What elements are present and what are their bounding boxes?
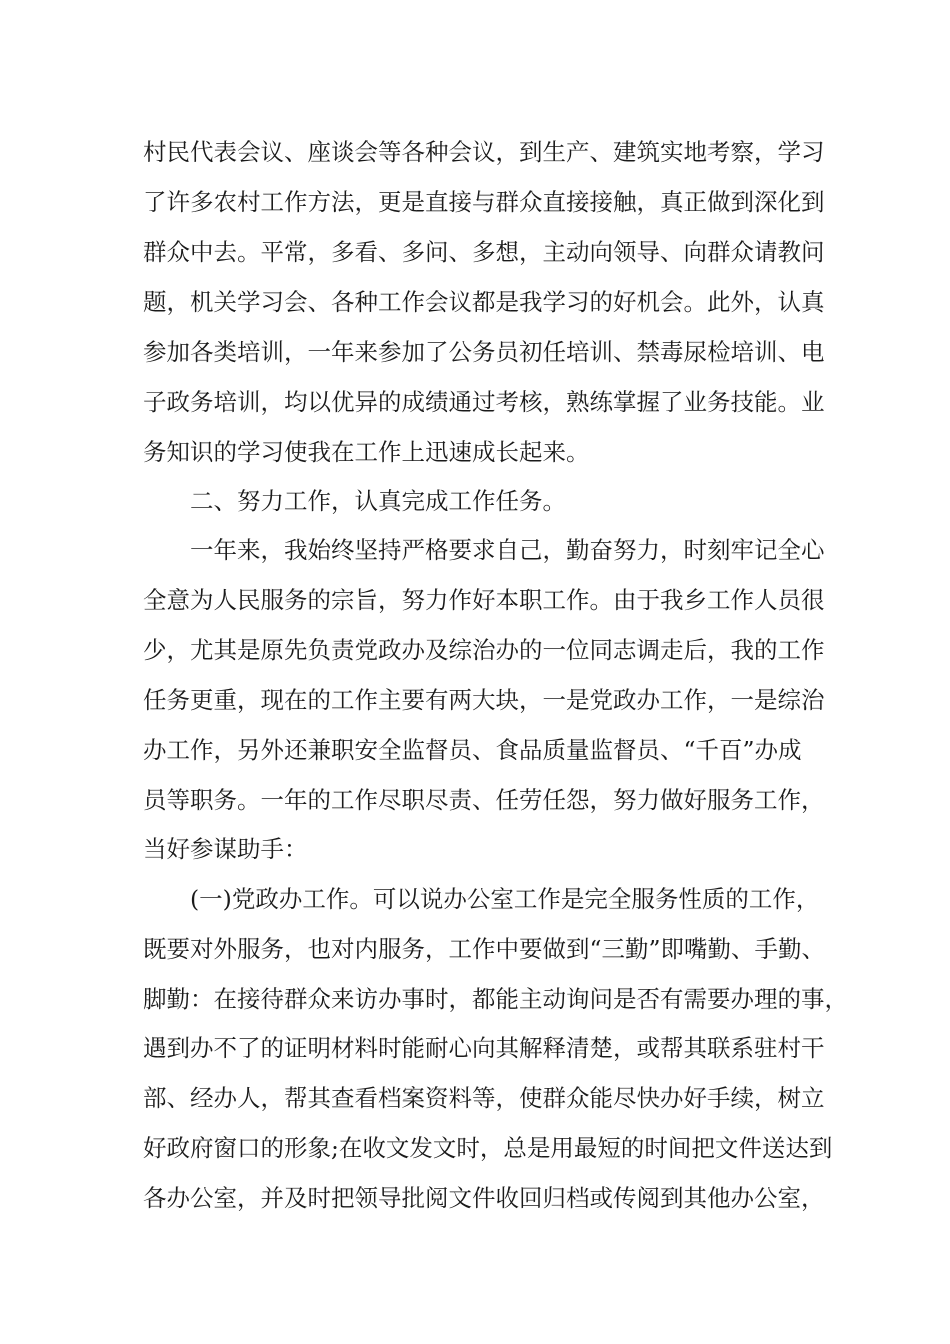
text-line-2: 了许多农村工作方法，更是直接与群众直接接触，真正做到深化到 [143, 188, 825, 216]
text-line-15: 当好参谋助手： [143, 835, 308, 863]
text-line-14: 员等职务。一年的工作尽职尽责、任劳任怨，努力做好服务工作， [143, 786, 825, 814]
text-line-3: 群众中去。平常，多看、多问、多想，主动向领导、向群众请教问 [143, 238, 825, 266]
text-line-19: 遇到办不了的证明材料时能耐心向其解释清楚，或帮其联系驻村干 [143, 1034, 825, 1062]
text-line-6: 子政务培训，均以优异的成绩通过考核，熟练掌握了业务技能。业 [143, 388, 825, 416]
text-line-20: 部、经办人，帮其查看档案资料等，使群众能尽快办好手续，树立 [143, 1084, 825, 1112]
text-line-17: 既要对外服务，也对内服务，工作中要做到“三勤”即嘴勤、手勤、 [143, 935, 826, 963]
text-line-18: 脚勤：在接待群众来访办事时，都能主动询问是否有需要办理的事， [143, 985, 848, 1013]
subsection-line: (一)党政办工作。可以说办公室工作是完全服务性质的工作， [190, 885, 820, 913]
text-line-7: 务知识的学习使我在工作上迅速成长起来。 [143, 438, 590, 466]
text-line-5: 参加各类培训，一年来参加了公务员初任培训、禁毒尿检培训、电 [143, 338, 825, 366]
text-line-4: 题，机关学习会、各种工作会议都是我学习的好机会。此外，认真 [143, 288, 825, 316]
text-line-10: 全意为人民服务的宗旨，努力作好本职工作。由于我乡工作人员很 [143, 586, 825, 614]
text-line-11: 少，尤其是原先负责党政办及综治办的一位同志调走后，我的工作 [143, 636, 825, 664]
text-line-9: 一年来，我始终坚持严格要求自己，勤奋努力，时刻牢记全心 [190, 536, 825, 564]
text-line-22: 各办公室，并及时把领导批阅文件收回归档或传阅到其他办公室， [143, 1184, 825, 1212]
text-line-21: 好政府窗口的形象;在收文发文时，总是用最短的时间把文件送达到 [143, 1134, 833, 1162]
text-line-13: 办工作，另外还兼职安全监督员、食品质量监督员、“千百”办成 [143, 736, 802, 764]
section-heading: 二、努力工作，认真完成工作任务。 [190, 487, 566, 515]
text-line-12: 任务更重，现在的工作主要有两大块，一是党政办工作，一是综治 [143, 686, 825, 714]
text-line-1: 村民代表会议、座谈会等各种会议，到生产、建筑实地考察，学习 [143, 138, 825, 166]
